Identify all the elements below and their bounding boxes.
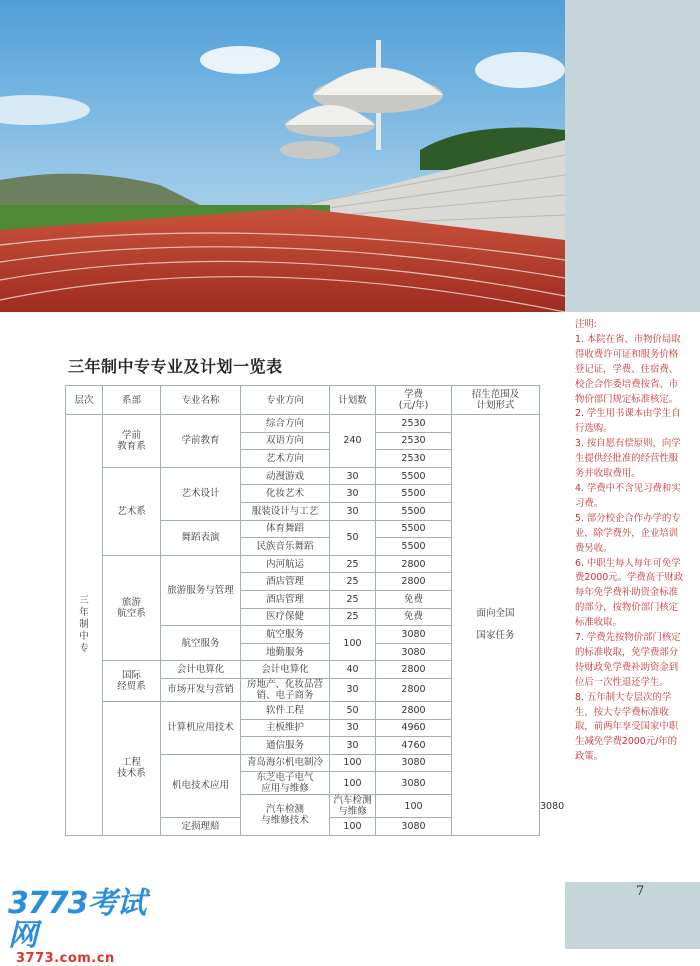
notes-text (575, 318, 685, 765)
fee-cell: 3080 (376, 818, 452, 836)
fee-cell: 5500 (376, 520, 452, 538)
direction-cell: 软件工程 (241, 701, 330, 719)
direction-cell: 内河航运 (241, 555, 330, 573)
logo-text: 3773考试网 (8, 886, 146, 953)
header-photo-stadium (0, 0, 565, 312)
direction-cell: 东芝电子电气 应用与维修 (241, 772, 330, 795)
table-header-row (66, 386, 540, 415)
program-table (65, 385, 565, 836)
major-cell: 汽车检测 与维修技术 (241, 795, 330, 836)
note-item: 6. 中职生每人每年可免学费2000元。学费高于财政每年免学费补助资金标准的部分，按物价部门核定标准收取。 (575, 557, 684, 629)
major-cell: 学前教育 (161, 415, 241, 468)
direction-cell: 酒店管理 (241, 590, 330, 608)
table-header-cell: 系部 (103, 386, 161, 415)
scope-cell: 面向全国 国家任务 (452, 415, 540, 836)
fee-cell: 2800 (376, 678, 452, 701)
major-cell: 舞蹈表演 (161, 520, 241, 555)
fee-cell: 2530 (376, 415, 452, 433)
fee-cell: 2800 (376, 573, 452, 591)
page-number: 7 (636, 884, 645, 899)
fee-cell: 2530 (376, 450, 452, 468)
fee-cell: 5500 (376, 467, 452, 485)
direction-cell: 民族音乐舞蹈 (241, 538, 330, 556)
plan-cell: 40 (330, 661, 376, 679)
logo-url: 3773.com.cn (16, 951, 115, 966)
fee-cell: 2800 (376, 661, 452, 679)
table-header-cell: 层次 (66, 386, 103, 415)
dept-cell: 工程 技术系 (103, 701, 161, 835)
note-item: 3. 按自愿有偿原则，向学生提供经批准的经营性服务并收取费用。 (575, 438, 681, 480)
direction-cell: 定损理赔 (161, 818, 241, 836)
note-item: 8. 五年制大专层次的学生，按大专学费标准收取，前两年享受国家中职生减免学费2000元/年的政策。 (575, 691, 679, 763)
plan-cell: 50 (330, 520, 376, 555)
note-item: 4. 学费中不含见习费和实习费。 (575, 482, 681, 509)
plan-cell: 30 (330, 502, 376, 520)
major-cell: 艺术设计 (161, 467, 241, 520)
major-cell: 计算机应用技术 (161, 701, 241, 754)
fee-cell: 2530 (376, 432, 452, 450)
fee-cell: 4960 (376, 719, 452, 737)
direction-cell: 化妆艺术 (241, 485, 330, 503)
direction-cell: 艺术方向 (241, 450, 330, 468)
table-header-cell: 招生范围及 计划形式 (452, 386, 540, 415)
major-cell: 市场开发与营销 (161, 678, 241, 701)
program-table-container (65, 385, 565, 836)
major-cell: 机电技术应用 (161, 754, 241, 818)
dept-cell: 旅游 航空系 (103, 555, 161, 661)
site-logo[interactable] (8, 886, 158, 966)
note-item: 2. 学生用书课本由学生自行选购。 (575, 408, 681, 435)
major-cell: 旅游服务与管理 (161, 555, 241, 625)
direction-cell: 航空服务 (241, 626, 330, 644)
page-title: 三年制中专专业及计划一览表 (68, 357, 283, 376)
note-item: 1. 本院在省、市物价局取得收费许可证和服务价格登记证，学费、住宿费、校企合作委培费按省、市物价部门规定标准核定。 (575, 333, 681, 405)
level-cell: 三 年 制 中 专 (66, 415, 103, 836)
fee-cell: 5500 (376, 485, 452, 503)
table-header-cell: 专业名称 (161, 386, 241, 415)
table-row: 汽车检测 与维修技术 汽车检测与维修 100 3080 (66, 795, 540, 818)
plan-cell: 100 (330, 626, 376, 661)
major-cell: 会计电算化 (161, 661, 241, 679)
dept-cell: 国际 经贸系 (103, 661, 161, 702)
note-item: 注明: (575, 319, 597, 330)
fee-cell: 5500 (376, 538, 452, 556)
fee-cell: 3080 (376, 626, 452, 644)
direction-cell: 通信服务 (241, 737, 330, 755)
plan-cell: 25 (330, 573, 376, 591)
plan-cell: 30 (330, 678, 376, 701)
plan-cell: 25 (330, 590, 376, 608)
plan-cell: 30 (330, 737, 376, 755)
fee-cell: 2800 (376, 701, 452, 719)
direction-cell: 综合方向 (241, 415, 330, 433)
plan-cell: 100 (330, 772, 376, 795)
fee-cell: 3080 (376, 772, 452, 795)
fee-cell: 5500 (376, 502, 452, 520)
direction-cell: 地勤服务 (241, 643, 330, 661)
plan-cell: 100 (376, 795, 452, 818)
fee-cell: 3080 (376, 754, 452, 772)
dept-cell: 艺术系 (103, 467, 161, 555)
direction-cell: 青岛海尔机电制冷 (241, 754, 330, 772)
dept-cell: 学前 教育系 (103, 415, 161, 468)
plan-cell: 50 (330, 701, 376, 719)
fee-cell: 2800 (376, 555, 452, 573)
direction-cell: 医疗保健 (241, 608, 330, 626)
plan-cell: 25 (330, 555, 376, 573)
table-header-cell: 专业方向 (241, 386, 330, 415)
direction-cell: 体育舞蹈 (241, 520, 330, 538)
direction-cell: 汽车检测与维修 (330, 795, 376, 818)
direction-cell: 主板维护 (241, 719, 330, 737)
note-item: 5. 部分校企合作办学的专业，除学费外，企业培训费另收。 (575, 512, 681, 554)
plan-cell: 30 (330, 485, 376, 503)
fee-cell: 免费 (376, 590, 452, 608)
direction-cell: 酒店管理 (241, 573, 330, 591)
direction-cell: 会计电算化 (241, 661, 330, 679)
table-row (66, 415, 540, 433)
fee-cell: 4760 (376, 737, 452, 755)
direction-cell: 动漫游戏 (241, 467, 330, 485)
plan-cell: 30 (330, 467, 376, 485)
table-header-cell: 计划数 (330, 386, 376, 415)
plan-cell: 100 (330, 754, 376, 772)
direction-cell: 服装设计与工艺 (241, 502, 330, 520)
major-cell: 航空服务 (161, 626, 241, 661)
direction-cell: 双语方向 (241, 432, 330, 450)
plan-cell: 100 (330, 818, 376, 836)
plan-cell: 240 (330, 415, 376, 468)
fee-cell: 3080 (376, 643, 452, 661)
fee-cell: 免费 (376, 608, 452, 626)
direction-cell: 房地产、化妆品营 销、电子商务 (241, 678, 330, 701)
table-header-cell: 学费 (元/年) (376, 386, 452, 415)
plan-cell: 25 (330, 608, 376, 626)
note-item: 7. 学费先按物价部门核定的标准收取，免学费部分待财政免学费补助资金到位后一次性退还学生。 (575, 632, 681, 688)
plan-cell: 30 (330, 719, 376, 737)
